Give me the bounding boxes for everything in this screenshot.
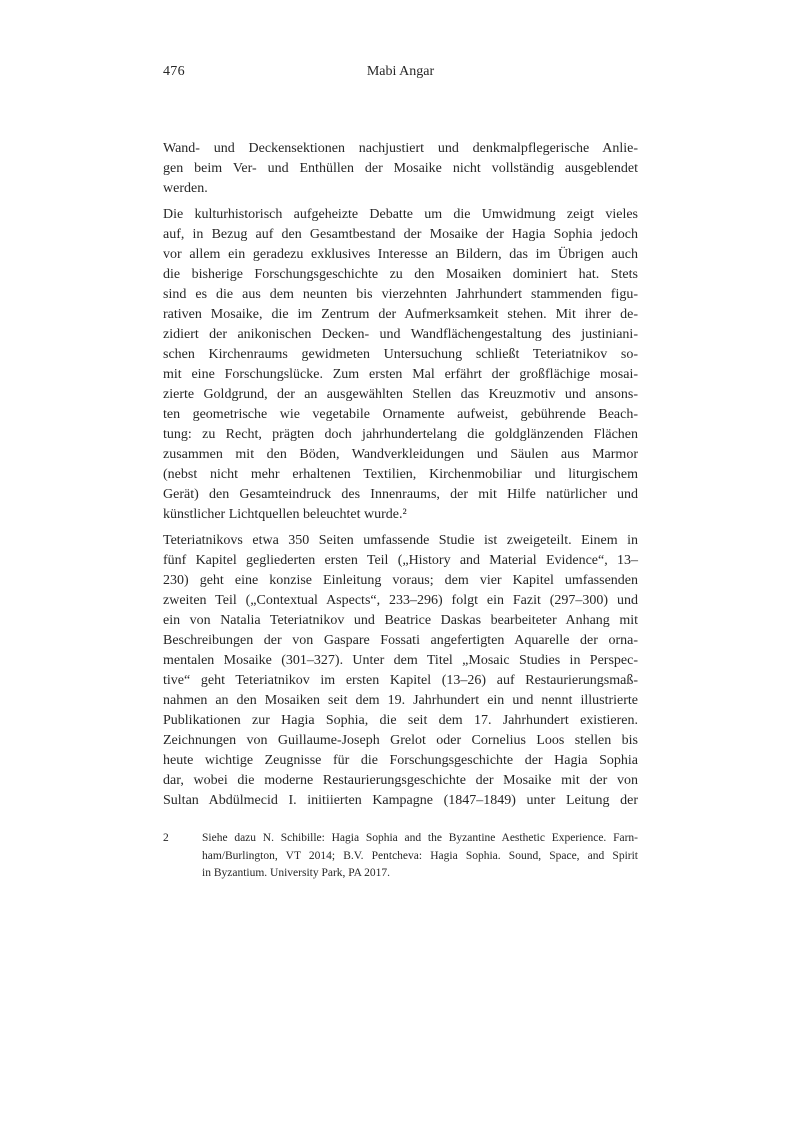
text-line: Sultan Abdülmecid I. initiierten Kampagne (1847–1849) unter Leitung der — [163, 793, 638, 808]
text-line: ten geometrische wie vegetabile Ornamente aufweist, gebührende Beach- — [163, 407, 638, 422]
text-line: (nebst nicht mehr erhaltenen Textilien, Kirchenmobiliar und liturgischem — [163, 467, 638, 482]
text-line: dar, wobei die moderne Restaurierungsgeschichte der Mosaike mit der von — [163, 773, 638, 788]
text-line: Teteriatnikovs etwa 350 Seiten umfassende Studie ist zweigeteilt. Einem in — [163, 533, 638, 548]
paragraph — [163, 531, 638, 811]
body-text — [163, 139, 638, 811]
text-line: die bisherige Forschungsgeschichte zu den Mosaiken dominiert hat. Stets — [163, 267, 638, 282]
text-line: tung: zu Recht, prägten doch jahrhundertelang die goldglänzenden Flächen — [163, 427, 638, 442]
page-number: 476 — [163, 64, 185, 79]
text-line: mentalen Mosaike (301–327). Unter dem Titel „Mosaic Studies in Perspec- — [163, 653, 638, 668]
paragraph — [163, 205, 638, 525]
running-head-author: Mabi Angar — [366, 64, 435, 79]
text-line: sind es die aus dem neunten bis vierzehnten Jahrhundert stammenden figu- — [163, 287, 638, 302]
text-line: vor allem ein geradezu exklusives Interesse an Bildern, das im Übrigen auch — [163, 247, 638, 262]
text-line: Publikationen zur Hagia Sophia, die seit dem 17. Jahrhundert existieren. — [163, 713, 638, 728]
text-line: Wand- und Deckensektionen nachjustiert und denkmalpflegerische Anlie- — [163, 141, 638, 156]
text-line: heute wichtige Zeugnisse für die Forschungsgeschichte der Hagia Sophia — [163, 753, 638, 768]
text-line: zusammen mit den Böden, Wandverkleidungen und Säulen aus Marmor — [163, 447, 638, 462]
paragraph — [163, 139, 638, 199]
text-line: zierte Goldgrund, der an ausgewählten Stellen das Kreuzmotiv und ansons- — [163, 387, 638, 402]
text-line: auf, in Bezug auf den Gesamtbestand der Mosaike der Hagia Sophia jedoch — [163, 227, 638, 242]
footnote-text — [202, 830, 638, 883]
text-line: künstlicher Lichtquellen beleuchtet wurde.² — [163, 507, 407, 522]
text-line: Siehe dazu N. Schibille: Hagia Sophia and the Byzantine Aesthetic Experience. Farn- — [202, 832, 638, 844]
text-line: tive“ geht Teteriatnikov im ersten Kapitel (13–26) auf Restaurierungsmaß- — [163, 673, 638, 688]
text-line: gen beim Ver- und Enthüllen der Mosaike nicht vollständig ausgeblendet — [163, 161, 638, 176]
text-line: ham/Burlington, VT 2014; B.V. Pentcheva: Hagia Sophia. Sound, Space, and Spirit — [202, 849, 638, 862]
text-line: Beschreibungen der von Gaspare Fossati angefertigten Aquarelle der orna- — [163, 633, 638, 648]
text-line: werden. — [163, 181, 208, 196]
text-line: 230) geht eine konzise Einleitung voraus; dem vier Kapitel umfassenden — [163, 573, 638, 588]
footnote — [163, 830, 638, 883]
text-line: Zeichnungen von Guillaume-Joseph Grelot oder Cornelius Loos stellen bis — [163, 733, 638, 748]
running-header — [163, 64, 638, 82]
text-line: zweiten Teil („Contextual Aspects“, 233–296) folgt ein Fazit (297–300) und — [163, 593, 638, 608]
text-line: zidiert der anikonischen Decken- und Wandflächengestaltung des justiniani- — [163, 327, 638, 342]
text-line: schen Kirchenraums gewidmeten Untersuchung schließt Teteriatnikov so- — [163, 347, 638, 362]
text-line: fünf Kapitel gegliederten ersten Teil („History and Material Evidence“, 13– — [163, 553, 638, 568]
footnote-number: 2 — [163, 832, 169, 844]
text-line: mit eine Forschungslücke. Zum ersten Mal erfährt der großflächige mosai- — [163, 367, 638, 382]
text-line: nahmen an den Mosaiken seit dem 19. Jahrhundert ein und nennt illustrierte — [163, 693, 638, 708]
text-line: Die kulturhistorisch aufgeheizte Debatte um die Umwidmung zeigt vieles — [163, 207, 638, 222]
text-line: in Byzantium. University Park, PA 2017. — [202, 867, 391, 879]
text-line: ein von Natalia Teteriatnikov und Beatrice Daskas bearbeiteter Anhang mit — [163, 613, 638, 628]
text-line: rativen Mosaike, die im Zentrum der Aufmerksamkeit stehen. Mit ihrer de- — [163, 307, 638, 322]
text-line: Gerät) den Gesamteindruck des Innenraums, der mit Hilfe natürlicher und — [163, 487, 638, 502]
